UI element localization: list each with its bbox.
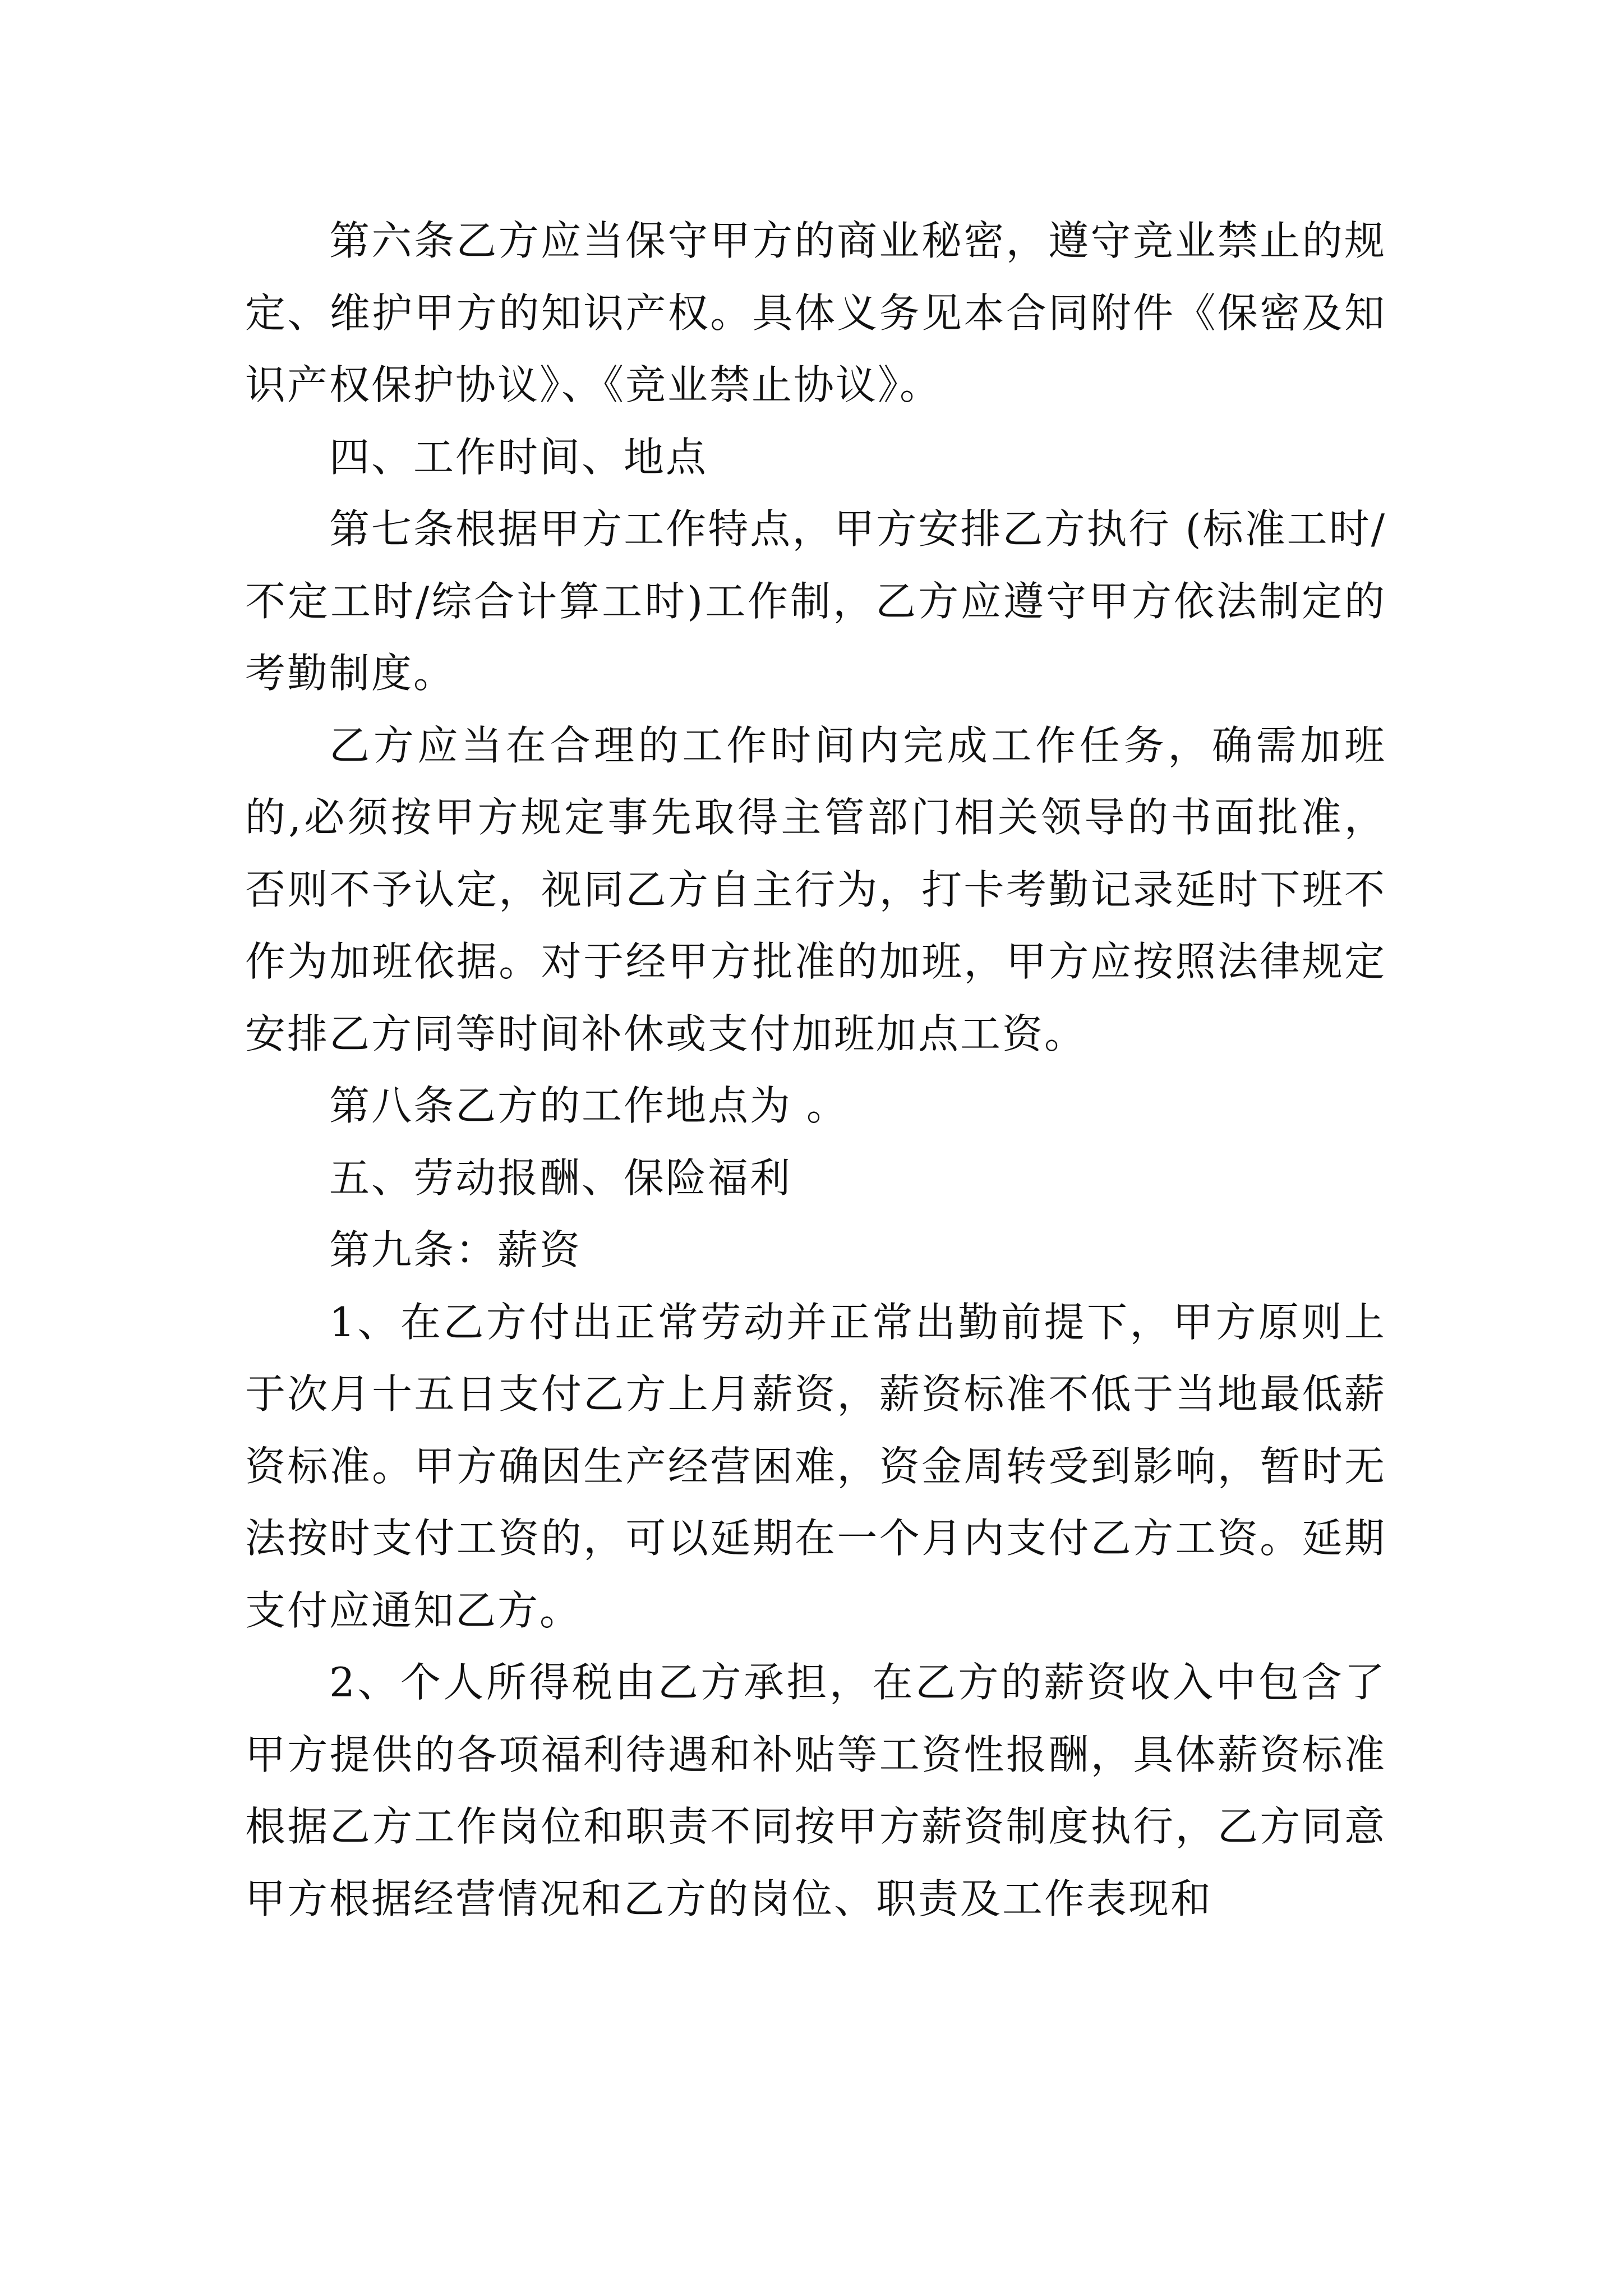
clause-9-heading: 第九条：薪资	[329, 1226, 582, 1273]
clause-8-paragraph: 第八条乙方的工作地点为 。	[329, 1082, 849, 1129]
clause-6-paragraph: 第六条乙方应当保守甲方的商业秘密，遵守竞业禁止的规定、维护甲方的知识产权。具体义务见本合同附件《保密及知识产权保护协议》、《竞业禁止协议》。	[245, 217, 1386, 408]
clause-7-paragraph: 第七条根据甲方工作特点，甲方安排乙方执行 (标准工时/不定工时/综合计算工时)工作制，乙方应遵守甲方依法制定的考勤制度。	[245, 505, 1386, 697]
salary-item-2-paragraph: 2、个人所得税由乙方承担，在乙方的薪资收入中包含了甲方提供的各项福利待遇和补贴等工资性报酬，具体薪资标准根据乙方工作岗位和职责不同按甲方薪资制度执行，乙方同意甲方根据经营情况和乙方的岗位、职责及工作表现和	[245, 1659, 1386, 1922]
overtime-paragraph: 乙方应当在合理的工作时间内完成工作任务，确需加班的,必须按甲方规定事先取得主管部门相关领导的书面批准，否则不予认定，视同乙方自主行为，打卡考勤记录延时下班不作为加班依据。对于经甲方批准的加班，甲方应按照法律规定安排乙方同等时间补休或支付加班加点工资。	[245, 721, 1386, 1057]
section-4-heading: 四、工作时间、地点	[329, 433, 708, 481]
document-body	[245, 205, 1386, 1935]
section-5-heading: 五、劳动报酬、保险福利	[329, 1154, 792, 1202]
salary-item-1-paragraph: 1、在乙方付出正常劳动并正常出勤前提下，甲方原则上于次月十五日支付乙方上月薪资，薪资标准不低于当地最低薪资标准。甲方确因生产经营困难，资金周转受到影响，暂时无法按时支付工资的，可以延期在一个月内支付乙方工资。延期支付应通知乙方。	[245, 1298, 1386, 1634]
